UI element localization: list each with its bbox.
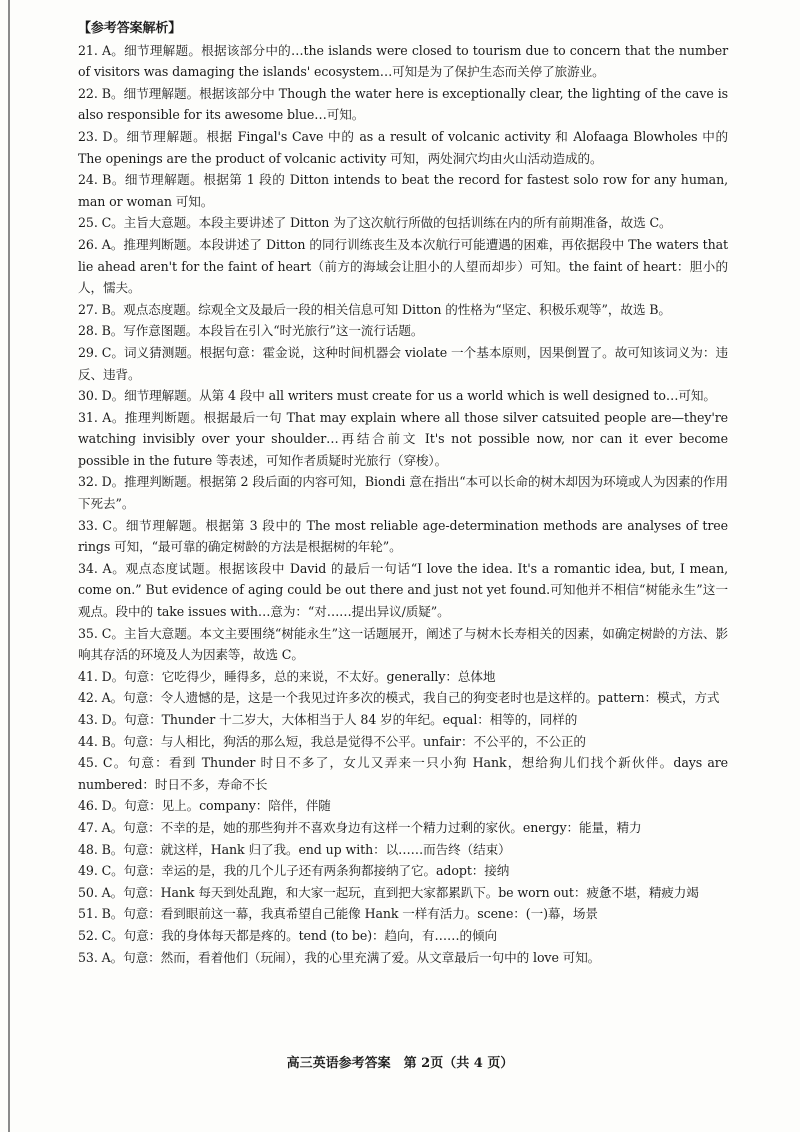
answer-item-30: 30. D。细节理解题。从第 4 段中 all writers must create for us a world which is well designed to…可知。 [78, 388, 716, 404]
answer-item-46: 46. D。句意：见上。company：陪伴，伴随 [78, 798, 331, 814]
answer-item-21: 21. A。细节理解题。根据该部分中的…the islands were closed to tourism due to concern that the number of visitors was damaging the islands' ecosystem…可知是为了保护生态而关停了旅游业。 [78, 42, 728, 80]
answer-item-22: 22. B。细节理解题。根据该部分中 Though the water here is exceptionally clear, the lighting of the cave is also responsible for its awesome blue…可知。 [78, 85, 728, 123]
answer-item-27: 27. B。观点态度题。综观全文及最后一段的相关信息可知 Ditton 的性格为“坚定、积极乐观等”，故选 B。 [78, 301, 671, 317]
answer-item-47: 47. A。句意：不幸的是，她的那些狗并不喜欢身边有这样一个精力过剩的家伙。energy：能量，精力 [78, 819, 642, 835]
answer-item-45: 45. C。句意：看到 Thunder 时日不多了，女儿又弄来一只小狗 Hank，想给狗儿们找个新伙伴。days are numbered：时日不多，寿命不长 [78, 755, 728, 792]
answer-item-32: 32. D。推理判断题。根据第 2 段后面的内容可知，Biondi 意在指出“本可以长命的树木却因为环境或人为因素的作用下死去”。 [78, 474, 728, 512]
answer-item-35: 35. C。主旨大意题。本文主要围绕“树能永生”这一话题展开，阐述了与树木长寿相关的因素，如确定树龄的方法、影响其存活的环境及人为因素等，故选 C。 [78, 625, 728, 663]
binding-margin-line [8, 0, 10, 1132]
page-footer: 高三英语参考答案 第 2页（共 4 页） [286, 1056, 514, 1071]
answer-item-23: 23. D。细节理解题。根据 Fingal's Cave 中的 as a result of volcanic activity 和 Alofaaga Blowholes 中的 The openings are the product of volcanic activity 可知，两处洞穴均由火山活动造成的。 [78, 128, 728, 166]
answer-item-25: 25. C。主旨大意题。本段主要讲述了 Ditton 为了这次航行所做的包括训练在内的所有前期准备，故选 C。 [78, 215, 672, 231]
section-heading: 【参考答案解析】 [78, 21, 182, 36]
answer-item-29: 29. C。词义猜测题。根据句意：霍金说，这种时间机器会 violate 一个基本原则，因果倒置了。故可知该词义为：违反、违背。 [78, 344, 728, 382]
answer-item-50: 50. A。句意：Hank 每天到处乱跑，和大家一起玩，直到把大家都累趴下。be worn out：疲惫不堪，精疲力竭 [78, 884, 699, 900]
answer-item-33: 33. C。细节理解题。根据第 3 段中的 The most reliable age-determination methods are analyses of tree rings 可知，“最可靠的确定树龄的方法是根据树的年轮”。 [78, 517, 728, 555]
answer-item-34: 34. A。观点态度试题。根据该段中 David 的最后一句话“I love the idea. It's a romantic idea, but, I mean, come on.” But evidence of aging could be out there and just not yet found.可知他并不相信“树能永生”这一观点。段中的 take issues with…意为：“对……提出异议/质疑”。 [78, 560, 728, 620]
answer-item-52: 52. C。句意：我的身体每天都是疼的。tend (to be)：趋向，有……的倾向 [78, 927, 497, 943]
answer-item-44: 44. B。句意：与人相比，狗活的那么短，我总是觉得不公平。unfair：不公平的，不公正的 [78, 733, 586, 749]
answer-item-43: 43. D。句意：Thunder 十二岁大，大体相当于人 84 岁的年纪。equal：相等的，同样的 [78, 712, 578, 727]
answer-item-31: 31. A。推理判断题。根据最后一句 That may explain where all those silver catsuited people are—they're watching invisibly over your shoulder…再结合前文 It's not possible now, nor can it ever become possible in the future 等表述，可知作者质疑时光旅行（穿梭）。 [78, 409, 728, 468]
answer-item-26: 26. A。推理判断题。本段讲述了 Ditton 的同行训练丧生及本次航行可能遭遇的困难，再依据段中 The waters that lie ahead aren't for the faint of heart（前方的海域会让胆小的人望而却步）可知。the faint of heart：胆小的人，懦夫。 [78, 236, 728, 296]
answer-item-49: 49. C。句意：幸运的是，我的几个儿子还有两条狗都接纳了它。adopt：接纳 [78, 863, 510, 879]
answer-item-42: 42. A。句意：令人遗憾的是，这是一个我见过许多次的模式，我自己的狗变老时也是这样的。pattern：模式，方式 [78, 690, 720, 706]
answer-item-53: 53. A。句意：然而，看着他们（玩闹），我的心里充满了爱。从文章最后一句中的 love 可知。 [78, 949, 601, 965]
answer-explanations [78, 18, 728, 968]
answer-item-51: 51. B。句意：看到眼前这一幕，我真希望自己能像 Hank 一样有活力。scene：(一)幕，场景 [78, 906, 598, 922]
answer-item-41: 41. D。句意：它吃得少，睡得多，总的来说，不太好。generally：总体地 [78, 668, 496, 684]
answer-item-28: 28. B。写作意图题。本段旨在引入“时光旅行”这一流行话题。 [78, 323, 424, 339]
answer-item-48: 48. B。句意：就这样，Hank 归了我。end up with：以……而告终（结束） [78, 841, 511, 857]
answer-item-24: 24. B。细节理解题。根据第 1 段的 Ditton intends to beat the record for fastest solo row for any human, man or woman 可知。 [78, 172, 728, 209]
